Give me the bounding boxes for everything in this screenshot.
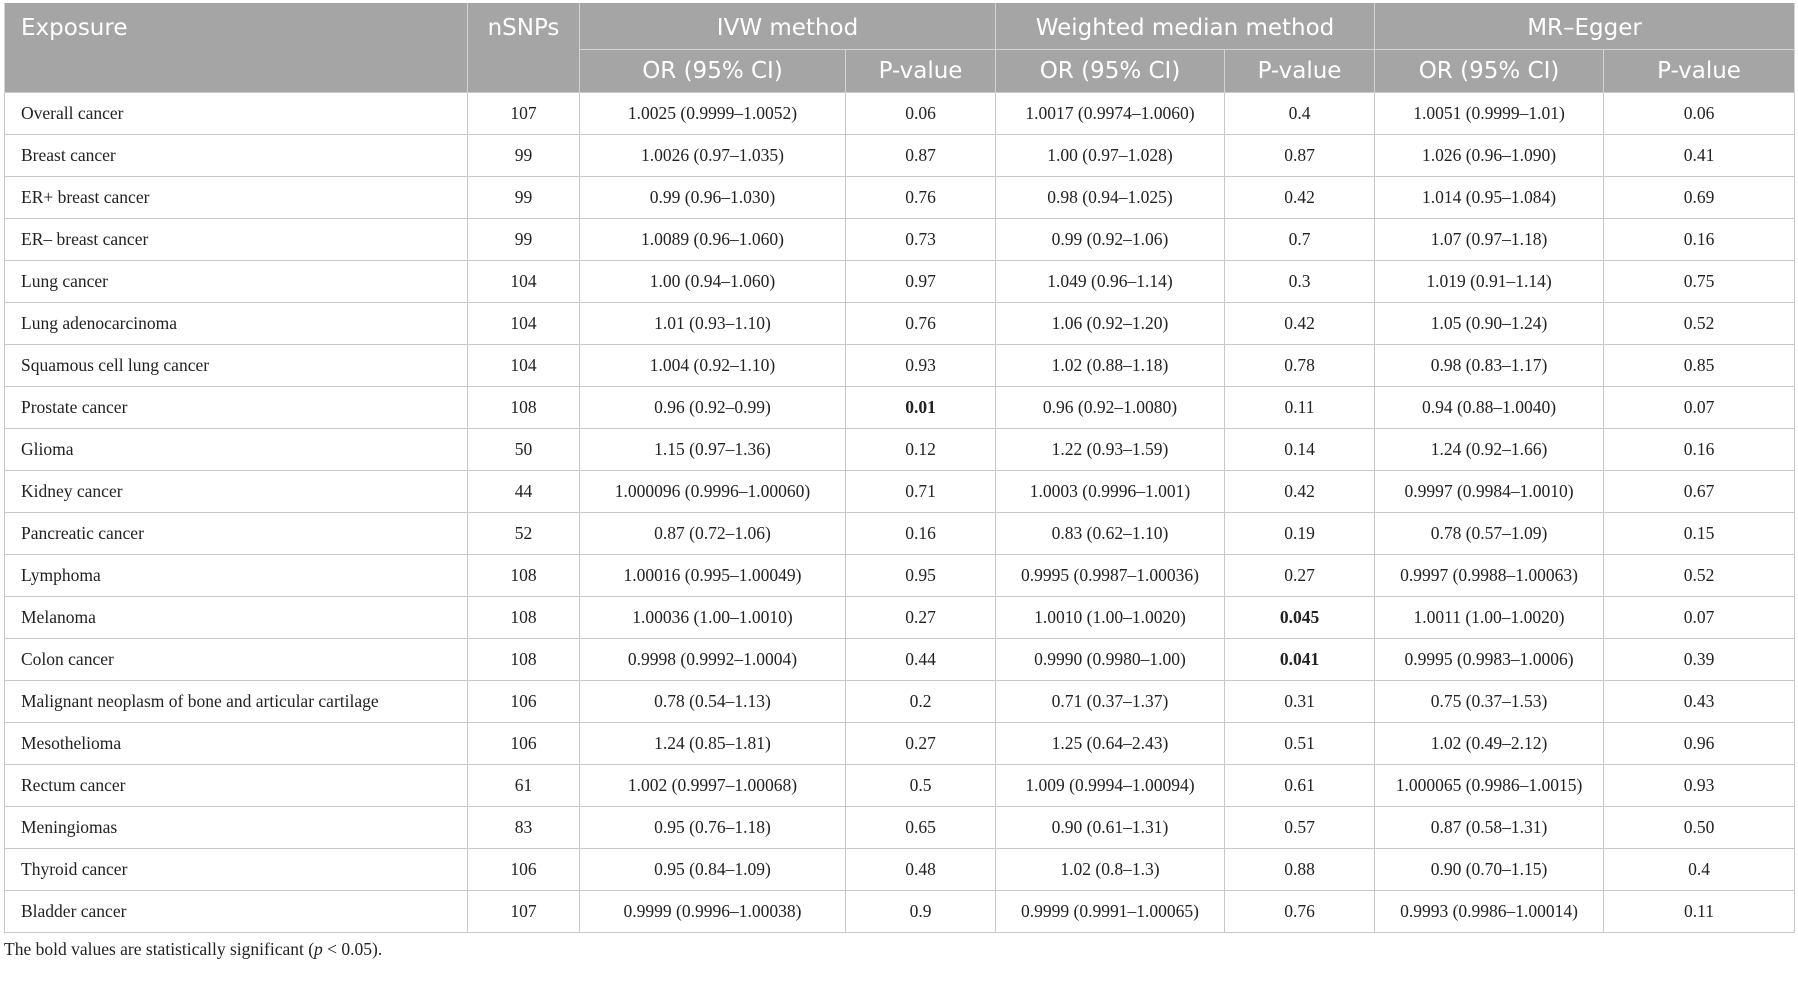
table-row (5, 764, 1795, 806)
footnote-text-after: < 0.05). (322, 938, 383, 959)
cell-ivw-or: 1.24 (0.85–1.81) (580, 722, 846, 764)
cell-nsnps: 83 (468, 806, 580, 848)
table-header (5, 3, 1795, 92)
header-wm-or: OR (95% CI) (996, 49, 1225, 92)
cell-exposure: Overall cancer (5, 92, 468, 134)
results-table-container (4, 3, 1794, 960)
cell-nsnps: 108 (468, 386, 580, 428)
cell-nsnps: 99 (468, 134, 580, 176)
header-egger-p: P-value (1604, 49, 1795, 92)
cell-ivw-or: 0.9999 (0.9996–1.00038) (580, 890, 846, 932)
cell-egger-or: 0.9993 (0.9986–1.00014) (1375, 890, 1604, 932)
cell-ivw-or: 0.95 (0.84–1.09) (580, 848, 846, 890)
cell-ivw-p: 0.76 (846, 302, 996, 344)
header-egger-or: OR (95% CI) (1375, 49, 1604, 92)
cell-egger-p: 0.43 (1604, 680, 1795, 722)
cell-nsnps: 99 (468, 218, 580, 260)
cell-egger-or: 0.75 (0.37–1.53) (1375, 680, 1604, 722)
cell-exposure: ER+ breast cancer (5, 176, 468, 218)
header-group-ivw: IVW method (580, 3, 996, 49)
cell-wm-p: 0.11 (1225, 386, 1375, 428)
header-wm-p: P-value (1225, 49, 1375, 92)
cell-exposure: Lymphoma (5, 554, 468, 596)
cell-egger-p: 0.75 (1604, 260, 1795, 302)
cell-nsnps: 104 (468, 302, 580, 344)
cell-egger-p: 0.50 (1604, 806, 1795, 848)
cell-egger-p: 0.07 (1604, 596, 1795, 638)
cell-ivw-p: 0.73 (846, 218, 996, 260)
cell-wm-p: 0.14 (1225, 428, 1375, 470)
cell-ivw-p: 0.97 (846, 260, 996, 302)
cell-egger-or: 0.98 (0.83–1.17) (1375, 344, 1604, 386)
table-row (5, 344, 1795, 386)
header-ivw-p: P-value (846, 49, 996, 92)
cell-exposure: Lung adenocarcinoma (5, 302, 468, 344)
cell-exposure: Squamous cell lung cancer (5, 344, 468, 386)
cell-nsnps: 108 (468, 638, 580, 680)
cell-nsnps: 106 (468, 848, 580, 890)
table-row (5, 92, 1795, 134)
cell-ivw-or: 1.004 (0.92–1.10) (580, 344, 846, 386)
cell-egger-or: 1.0051 (0.9999–1.01) (1375, 92, 1604, 134)
footnote-text-before: The bold values are statistically significant ( (4, 938, 315, 959)
cell-wm-p: 0.88 (1225, 848, 1375, 890)
table-row (5, 554, 1795, 596)
table-row (5, 428, 1795, 470)
cell-wm-p: 0.27 (1225, 554, 1375, 596)
cell-ivw-p: 0.44 (846, 638, 996, 680)
cell-wm-or: 1.0003 (0.9996–1.001) (996, 470, 1225, 512)
cell-ivw-p: 0.27 (846, 722, 996, 764)
cell-nsnps: 107 (468, 92, 580, 134)
cell-wm-or: 0.9999 (0.9991–1.00065) (996, 890, 1225, 932)
cell-ivw-p: 0.87 (846, 134, 996, 176)
table-row (5, 470, 1795, 512)
cell-ivw-or: 0.9998 (0.9992–1.0004) (580, 638, 846, 680)
cell-egger-or: 0.9997 (0.9988–1.00063) (1375, 554, 1604, 596)
cell-egger-p: 0.93 (1604, 764, 1795, 806)
table-row (5, 596, 1795, 638)
cell-wm-p (1225, 596, 1375, 638)
cell-ivw-or: 0.78 (0.54–1.13) (580, 680, 846, 722)
cell-nsnps: 106 (468, 722, 580, 764)
cell-egger-p: 0.39 (1604, 638, 1795, 680)
cell-egger-p: 0.85 (1604, 344, 1795, 386)
cell-exposure: Melanoma (5, 596, 468, 638)
cell-ivw-p: 0.5 (846, 764, 996, 806)
cell-egger-or: 1.07 (0.97–1.18) (1375, 218, 1604, 260)
table-row (5, 848, 1795, 890)
cell-ivw-p: 0.95 (846, 554, 996, 596)
cell-egger-p: 0.69 (1604, 176, 1795, 218)
cell-nsnps: 108 (468, 596, 580, 638)
cell-nsnps: 52 (468, 512, 580, 554)
cell-wm-p: 0.78 (1225, 344, 1375, 386)
cell-egger-or: 1.000065 (0.9986–1.0015) (1375, 764, 1604, 806)
cell-ivw-or: 0.87 (0.72–1.06) (580, 512, 846, 554)
table-row (5, 218, 1795, 260)
table-row (5, 680, 1795, 722)
cell-wm-p: 0.42 (1225, 176, 1375, 218)
cell-wm-or: 1.06 (0.92–1.20) (996, 302, 1225, 344)
cell-egger-or: 1.05 (0.90–1.24) (1375, 302, 1604, 344)
significant-value: 0.01 (905, 396, 936, 417)
cell-wm-or: 1.22 (0.93–1.59) (996, 428, 1225, 470)
header-group-mr-egger: MR–Egger (1375, 3, 1795, 49)
table-row (5, 722, 1795, 764)
cell-ivw-or: 1.00 (0.94–1.060) (580, 260, 846, 302)
cell-wm-p: 0.7 (1225, 218, 1375, 260)
cell-ivw-p: 0.16 (846, 512, 996, 554)
cell-exposure: Malignant neoplasm of bone and articular cartilage (5, 680, 468, 722)
cell-egger-or: 0.90 (0.70–1.15) (1375, 848, 1604, 890)
cell-ivw-or: 0.99 (0.96–1.030) (580, 176, 846, 218)
cell-wm-or: 1.0010 (1.00–1.0020) (996, 596, 1225, 638)
cell-ivw-or: 1.002 (0.9997–1.00068) (580, 764, 846, 806)
cell-exposure: Thyroid cancer (5, 848, 468, 890)
cell-egger-or: 1.014 (0.95–1.084) (1375, 176, 1604, 218)
cell-ivw-p: 0.12 (846, 428, 996, 470)
cell-ivw-or: 1.00036 (1.00–1.0010) (580, 596, 846, 638)
cell-ivw-p: 0.06 (846, 92, 996, 134)
cell-exposure: Meningiomas (5, 806, 468, 848)
cell-ivw-or: 0.95 (0.76–1.18) (580, 806, 846, 848)
cell-egger-or: 0.9995 (0.9983–1.0006) (1375, 638, 1604, 680)
cell-egger-p: 0.67 (1604, 470, 1795, 512)
cell-ivw-p: 0.48 (846, 848, 996, 890)
table-row (5, 302, 1795, 344)
cell-wm-or: 0.96 (0.92–1.0080) (996, 386, 1225, 428)
cell-wm-p: 0.42 (1225, 470, 1375, 512)
cell-ivw-p: 0.65 (846, 806, 996, 848)
cell-nsnps: 107 (468, 890, 580, 932)
cell-wm-or: 0.9990 (0.9980–1.00) (996, 638, 1225, 680)
cell-egger-p: 0.96 (1604, 722, 1795, 764)
cell-ivw-p: 0.9 (846, 890, 996, 932)
cell-nsnps: 106 (468, 680, 580, 722)
cell-wm-or: 1.049 (0.96–1.14) (996, 260, 1225, 302)
cell-exposure: Breast cancer (5, 134, 468, 176)
table-row (5, 512, 1795, 554)
cell-exposure: ER– breast cancer (5, 218, 468, 260)
cell-egger-p: 0.52 (1604, 554, 1795, 596)
cell-wm-p: 0.4 (1225, 92, 1375, 134)
header-exposure: Exposure (5, 3, 468, 92)
cell-ivw-or: 1.000096 (0.9996–1.00060) (580, 470, 846, 512)
cell-exposure: Colon cancer (5, 638, 468, 680)
cell-wm-or: 0.90 (0.61–1.31) (996, 806, 1225, 848)
cell-exposure: Bladder cancer (5, 890, 468, 932)
cell-wm-or: 0.71 (0.37–1.37) (996, 680, 1225, 722)
cell-ivw-or: 1.0089 (0.96–1.060) (580, 218, 846, 260)
cell-wm-or: 1.02 (0.8–1.3) (996, 848, 1225, 890)
cell-ivw-or: 0.96 (0.92–0.99) (580, 386, 846, 428)
header-ivw-or: OR (95% CI) (580, 49, 846, 92)
cell-wm-p: 0.87 (1225, 134, 1375, 176)
cell-wm-p (1225, 638, 1375, 680)
cell-ivw-or: 1.00016 (0.995–1.00049) (580, 554, 846, 596)
cell-wm-p: 0.19 (1225, 512, 1375, 554)
cell-ivw-p: 0.2 (846, 680, 996, 722)
cell-egger-or: 0.78 (0.57–1.09) (1375, 512, 1604, 554)
cell-wm-p: 0.76 (1225, 890, 1375, 932)
cell-exposure: Lung cancer (5, 260, 468, 302)
cell-ivw-p: 0.27 (846, 596, 996, 638)
cell-ivw-p: 0.71 (846, 470, 996, 512)
significant-value: 0.045 (1279, 606, 1320, 627)
table-row (5, 890, 1795, 932)
cell-egger-p: 0.07 (1604, 386, 1795, 428)
cell-wm-p: 0.61 (1225, 764, 1375, 806)
table-body (5, 92, 1795, 932)
cell-wm-or: 1.0017 (0.9974–1.0060) (996, 92, 1225, 134)
cell-exposure: Mesothelioma (5, 722, 468, 764)
footnote-p-symbol: p (314, 938, 323, 959)
cell-exposure: Kidney cancer (5, 470, 468, 512)
cell-nsnps: 108 (468, 554, 580, 596)
cell-egger-or: 1.02 (0.49–2.12) (1375, 722, 1604, 764)
table-row (5, 176, 1795, 218)
cell-nsnps: 50 (468, 428, 580, 470)
cell-wm-p: 0.51 (1225, 722, 1375, 764)
cell-egger-p: 0.41 (1604, 134, 1795, 176)
cell-exposure: Rectum cancer (5, 764, 468, 806)
cell-ivw-p: 0.76 (846, 176, 996, 218)
cell-egger-or: 1.24 (0.92–1.66) (1375, 428, 1604, 470)
cell-wm-or: 1.02 (0.88–1.18) (996, 344, 1225, 386)
cell-egger-or: 0.9997 (0.9984–1.0010) (1375, 470, 1604, 512)
cell-exposure: Prostate cancer (5, 386, 468, 428)
cell-ivw-or: 1.01 (0.93–1.10) (580, 302, 846, 344)
cell-exposure: Glioma (5, 428, 468, 470)
cell-egger-p: 0.16 (1604, 428, 1795, 470)
cell-exposure: Pancreatic cancer (5, 512, 468, 554)
cell-egger-p: 0.4 (1604, 848, 1795, 890)
table-footnote (4, 939, 1794, 960)
table-row (5, 134, 1795, 176)
significant-value: 0.041 (1279, 648, 1320, 669)
cell-egger-or: 0.94 (0.88–1.0040) (1375, 386, 1604, 428)
cell-wm-or: 1.25 (0.64–2.43) (996, 722, 1225, 764)
header-group-weighted-median: Weighted median method (996, 3, 1375, 49)
cell-wm-or: 1.00 (0.97–1.028) (996, 134, 1225, 176)
table-row (5, 260, 1795, 302)
cell-egger-p: 0.11 (1604, 890, 1795, 932)
cell-egger-or: 1.026 (0.96–1.090) (1375, 134, 1604, 176)
cell-egger-or: 1.019 (0.91–1.14) (1375, 260, 1604, 302)
cell-wm-or: 0.99 (0.92–1.06) (996, 218, 1225, 260)
cell-wm-or: 0.83 (0.62–1.10) (996, 512, 1225, 554)
cell-ivw-or: 1.0026 (0.97–1.035) (580, 134, 846, 176)
cell-egger-p: 0.06 (1604, 92, 1795, 134)
cell-wm-or: 0.98 (0.94–1.025) (996, 176, 1225, 218)
header-nsnps: nSNPs (468, 3, 580, 92)
cell-nsnps: 44 (468, 470, 580, 512)
cell-nsnps: 104 (468, 344, 580, 386)
cell-ivw-or: 1.15 (0.97–1.36) (580, 428, 846, 470)
cell-nsnps: 104 (468, 260, 580, 302)
table-row (5, 806, 1795, 848)
cell-ivw-p: 0.93 (846, 344, 996, 386)
table-row (5, 638, 1795, 680)
cell-ivw-p (846, 386, 996, 428)
cell-wm-p: 0.3 (1225, 260, 1375, 302)
cell-egger-or: 1.0011 (1.00–1.0020) (1375, 596, 1604, 638)
cell-wm-p: 0.31 (1225, 680, 1375, 722)
cell-nsnps: 61 (468, 764, 580, 806)
table-row (5, 386, 1795, 428)
cell-egger-or: 0.87 (0.58–1.31) (1375, 806, 1604, 848)
cell-wm-p: 0.42 (1225, 302, 1375, 344)
cell-wm-p: 0.57 (1225, 806, 1375, 848)
cell-egger-p: 0.15 (1604, 512, 1795, 554)
cell-nsnps: 99 (468, 176, 580, 218)
mr-results-table (4, 3, 1795, 933)
cell-wm-or: 0.9995 (0.9987–1.00036) (996, 554, 1225, 596)
cell-ivw-or: 1.0025 (0.9999–1.0052) (580, 92, 846, 134)
cell-egger-p: 0.16 (1604, 218, 1795, 260)
cell-wm-or: 1.009 (0.9994–1.00094) (996, 764, 1225, 806)
cell-egger-p: 0.52 (1604, 302, 1795, 344)
